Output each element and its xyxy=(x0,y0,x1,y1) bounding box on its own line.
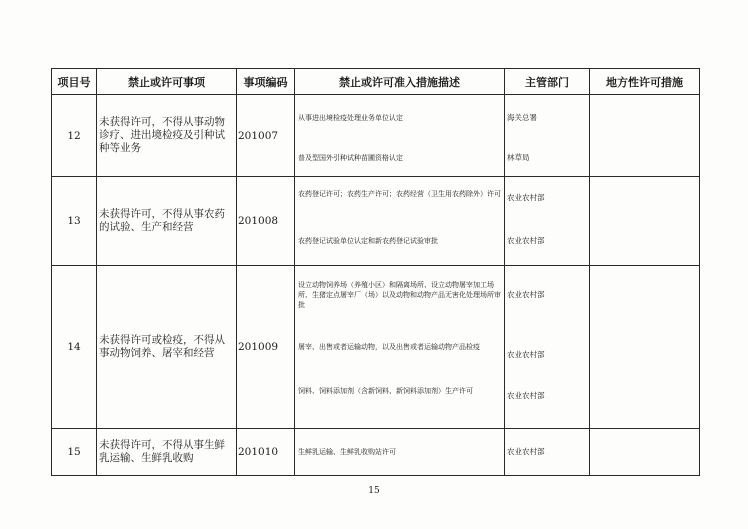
measure-department: 农业农村部 xyxy=(507,290,545,299)
measure-description: 饲料、饲料添加剂（含新饲料、新饲料添加剂）生产许可 xyxy=(298,387,473,395)
row-local-measures xyxy=(590,177,700,266)
row-local-measures xyxy=(590,95,700,177)
table-row xyxy=(52,429,700,476)
row-local-measures xyxy=(590,429,700,476)
table-header-row xyxy=(52,69,700,95)
row-code: 201010 xyxy=(237,429,295,476)
measure-department: 海关总署 xyxy=(507,113,537,122)
header-item-no: 项目号 xyxy=(52,69,97,95)
row-item: 未获得许可，不得从事动物诊疗、进出境检疫及引种试种等业务 xyxy=(97,95,237,177)
row-departments xyxy=(505,429,590,476)
table-row xyxy=(52,95,700,177)
header-department: 主管部门 xyxy=(505,69,590,95)
header-code: 事项编码 xyxy=(237,69,295,95)
measure-description: 设立动物饲养场（养殖小区）和隔离场所、设立动物屠宰加工场所、生猪定点屠宰厂（场）以及动物和动物产品无害化处理场所审批 xyxy=(298,281,501,309)
measure-description: 从事进出境检疫处理业务单位认定 xyxy=(298,114,403,122)
row-item: 未获得许可，不得从事农药的试验、生产和经营 xyxy=(97,177,237,266)
row-departments xyxy=(505,95,590,177)
measure-description: 生鲜乳运输、生鲜乳收购站许可 xyxy=(298,448,396,456)
row-descriptions xyxy=(295,177,505,266)
measure-department: 农业农村部 xyxy=(507,236,545,245)
measure-description: 屠宰、出售或者运输动物，以及出售或者运输动物产品检疫 xyxy=(298,343,480,351)
row-code: 201009 xyxy=(237,266,295,429)
page-number: 15 xyxy=(368,486,380,496)
row-number: 14 xyxy=(52,266,97,429)
measure-description: 普及型国外引种试种苗圃资格认定 xyxy=(298,154,403,162)
table-row xyxy=(52,177,700,266)
table-row xyxy=(52,266,700,429)
row-number: 12 xyxy=(52,95,97,177)
row-number: 13 xyxy=(52,177,97,266)
measure-department: 农业农村部 xyxy=(507,447,545,456)
row-descriptions xyxy=(295,429,505,476)
measure-description: 农药登记许可；农药生产许可；农药经营（卫生用农药除外）许可 xyxy=(298,190,501,198)
row-local-measures xyxy=(590,266,700,429)
row-item: 未获得许可，不得从事生鲜乳运输、生鲜乳收购 xyxy=(97,429,237,476)
row-descriptions xyxy=(295,95,505,177)
permit-table xyxy=(51,68,700,476)
measure-department: 农业农村部 xyxy=(507,391,545,400)
measure-description: 农药登记试验单位认定和新农药登记试验审批 xyxy=(298,237,438,245)
header-description: 禁止或许可准入措施描述 xyxy=(295,69,505,95)
header-item: 禁止或许可事项 xyxy=(97,69,237,95)
row-departments xyxy=(505,177,590,266)
row-number: 15 xyxy=(52,429,97,476)
row-descriptions xyxy=(295,266,505,429)
row-code: 201007 xyxy=(237,95,295,177)
header-local-measures: 地方性许可措施 xyxy=(590,69,700,95)
measure-department: 林草局 xyxy=(507,153,530,162)
measure-department: 农业农村部 xyxy=(507,193,545,202)
row-item: 未获得许可或检疫，不得从事动物饲养、屠宰和经营 xyxy=(97,266,237,429)
measure-department: 农业农村部 xyxy=(507,350,545,359)
row-departments xyxy=(505,266,590,429)
row-code: 201008 xyxy=(237,177,295,266)
